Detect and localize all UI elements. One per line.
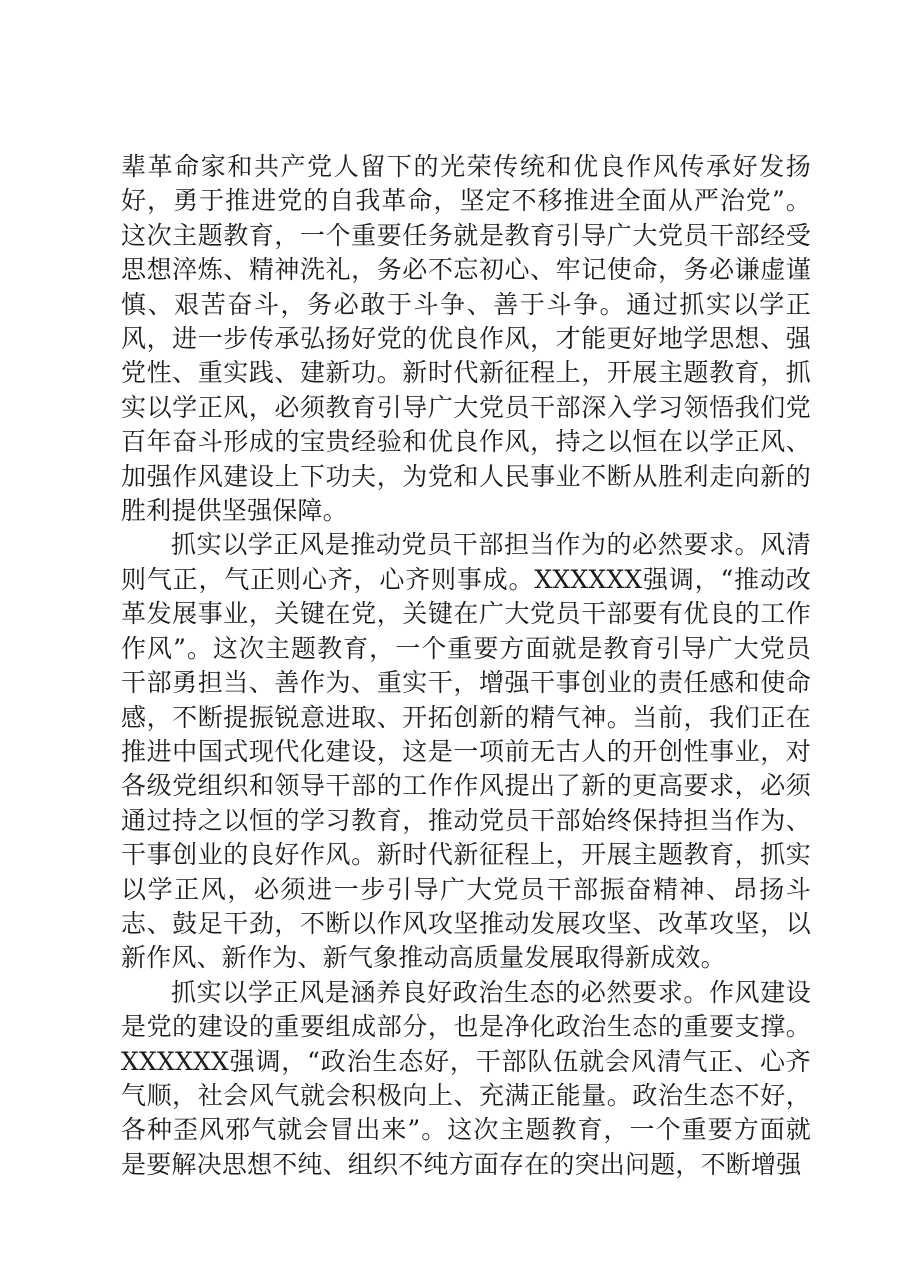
paragraph-3: 抓实以学正风是涵养良好政治生态的必然要求。作风建设是党的建设的重要组成部分，也是净化政治生态的重要支撑。XXXXXX强调，“政治生态好，干部队伍就会风清气正、心齐气顺，社会风气就会积极向上、充满正能量。政治生态不好，各种歪风邪气就会冒出来”。这次主题教育，一个重要方面就是要解决思想不纯、组织不纯方面存在的突出问题，不断增强 bbox=[121, 977, 811, 1179]
paragraph-1: 辈革命家和共产党人留下的光荣传统和优良作风传承好发扬好，勇于推进党的自我革命，坚定不移推进全面从严治党”。这次主题教育，一个重要任务就是教育引导广大党员干部经受思想淬炼、精神洗礼，务必不忘初心、牢记使命，务必谦虚谨慎、艰苦奋斗，务必敢于斗争、善于斗争。通过抓实以学正风，进一步传承弘扬好党的优良作风，才能更好地学思想、强党性、重实践、建新功。新时代新征程上，开展主题教育，抓实以学正风，必须教育引导广大党员干部深入学习领悟我们党百年奋斗形成的宝贵经验和优良作风，持之以恒在以学正风、加强作风建设上下功夫，为党和人民事业不断从胜利走向新的胜利提供坚强保障。 bbox=[121, 152, 811, 526]
document-body bbox=[121, 150, 811, 1182]
paragraph-2: 抓实以学正风是推动党员干部担当作为的必然要求。风清则气正，气正则心齐，心齐则事成。XXXXXX强调，“推动改革发展事业，关键在党，关键在广大党员干部要有优良的工作作风”。这次主题教育，一个重要方面就是教育引导广大党员干部勇担当、善作为、重实干，增强干事创业的责任感和使命感，不断提振锐意进取、开拓创新的精气神。当前，我们正在推进中国式现代化建设，这是一项前无古人的开创性事业，对各级党组织和领导干部的工作作风提出了新的更高要求，必须通过持之以恒的学习教育，推动党员干部始终保持担当作为、干事创业的良好作风。新时代新征程上，开展主题教育，抓实以学正风，必须进一步引导广大党员干部振奋精神、昂扬斗志、鼓足干劲，不断以作风攻坚推动发展攻坚、改革攻坚，以新作风、新作为、新气象推动高质量发展取得新成效。 bbox=[121, 530, 811, 973]
